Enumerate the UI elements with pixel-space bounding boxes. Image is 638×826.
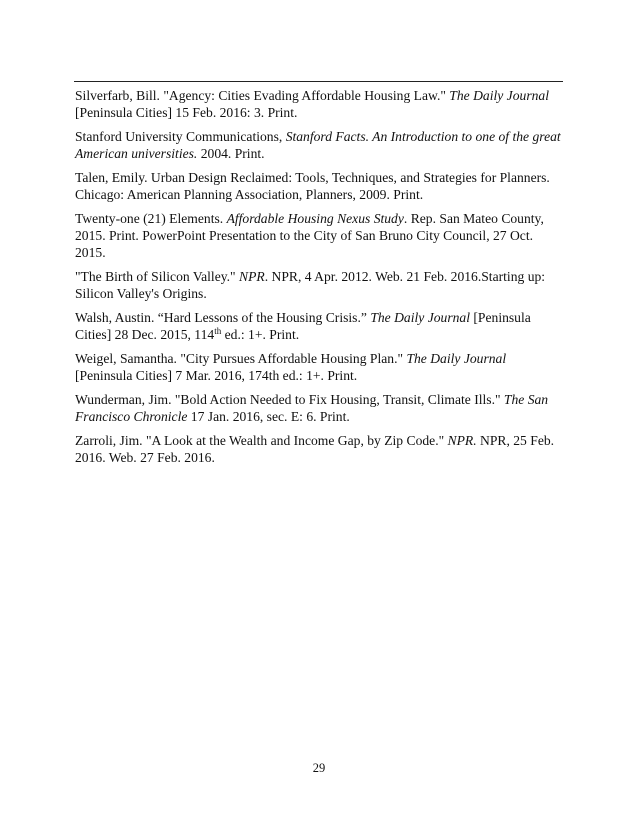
ref-title: The Daily Journal [406, 351, 507, 366]
ref-title: NPR. [447, 433, 477, 448]
page-number: 29 [312, 761, 326, 775]
reference-entry [75, 87, 563, 121]
ordinal-suffix: th [214, 326, 222, 336]
ref-details: . Rep. San Mateo County, 2015. Print. PowerPoint Presentation to the City of San Bruno City Council, 27 Oct. 2015. [75, 211, 544, 260]
ref-text: Talen, Emily. Urban Design Reclaimed: Tools, Techniques, and Strategies for Planners. Chicago: American Planning Association, Planners, 2009. Print. [75, 170, 550, 202]
ref-details: [Peninsula Cities] 28 Dec. 2015, 114 [75, 310, 531, 342]
ref-text: Wunderman, Jim. "Bold Action Needed to Fix Housing, Transit, Climate Ills." [75, 392, 504, 407]
reference-entry [75, 391, 563, 425]
reference-entry [75, 432, 563, 466]
ref-details-tail: ed.: 1+. Print. [221, 327, 300, 342]
ref-title: The San Francisco Chronicle [75, 392, 549, 424]
reference-entry [75, 268, 563, 302]
ref-details: NPR, 25 Feb. 2016. Web. 27 Feb. 2016. [75, 433, 555, 465]
top-rule [74, 81, 563, 82]
ref-details: [Peninsula Cities] 15 Feb. 2016: 3. Print. [75, 105, 298, 120]
ref-text: Weigel, Samantha. "City Pursues Affordable Housing Plan." [75, 351, 407, 366]
reference-entry [75, 350, 563, 384]
reference-entry [75, 309, 563, 343]
reference-entry [75, 128, 563, 162]
reference-entry [75, 210, 563, 261]
ref-details: 17 Jan. 2016, sec. E: 6. Print. [187, 409, 350, 424]
ref-title: NPR [239, 269, 265, 284]
ref-text: Silverfarb, Bill. "Agency: Cities Evading Affordable Housing Law." [75, 88, 450, 103]
ref-text: Twenty-one (21) Elements. [75, 211, 227, 226]
ref-details: . NPR, 4 Apr. 2012. Web. 21 Feb. 2016.Starting up: Silicon Valley's Origins. [75, 269, 546, 301]
ref-details: 2004. Print. [197, 146, 265, 161]
works-cited-list [75, 87, 563, 473]
ref-text: Walsh, Austin. “Hard Lessons of the Housing Crisis.” [75, 310, 371, 325]
ref-title: Stanford Facts. An Introduction to one of the great American universities. [75, 129, 561, 161]
ref-title: The Daily Journal [370, 310, 470, 325]
ref-text: Stanford University Communications, [75, 129, 286, 144]
reference-entry [75, 169, 563, 203]
ref-text: Zarroli, Jim. "A Look at the Wealth and Income Gap, by Zip Code." [75, 433, 448, 448]
ref-text: "The Birth of Silicon Valley." [75, 269, 240, 284]
ref-details: [Peninsula Cities] 7 Mar. 2016, 174th ed.: 1+. Print. [75, 368, 358, 383]
ref-title: The Daily Journal [449, 88, 549, 103]
ref-title: Affordable Housing Nexus Study [226, 211, 404, 226]
